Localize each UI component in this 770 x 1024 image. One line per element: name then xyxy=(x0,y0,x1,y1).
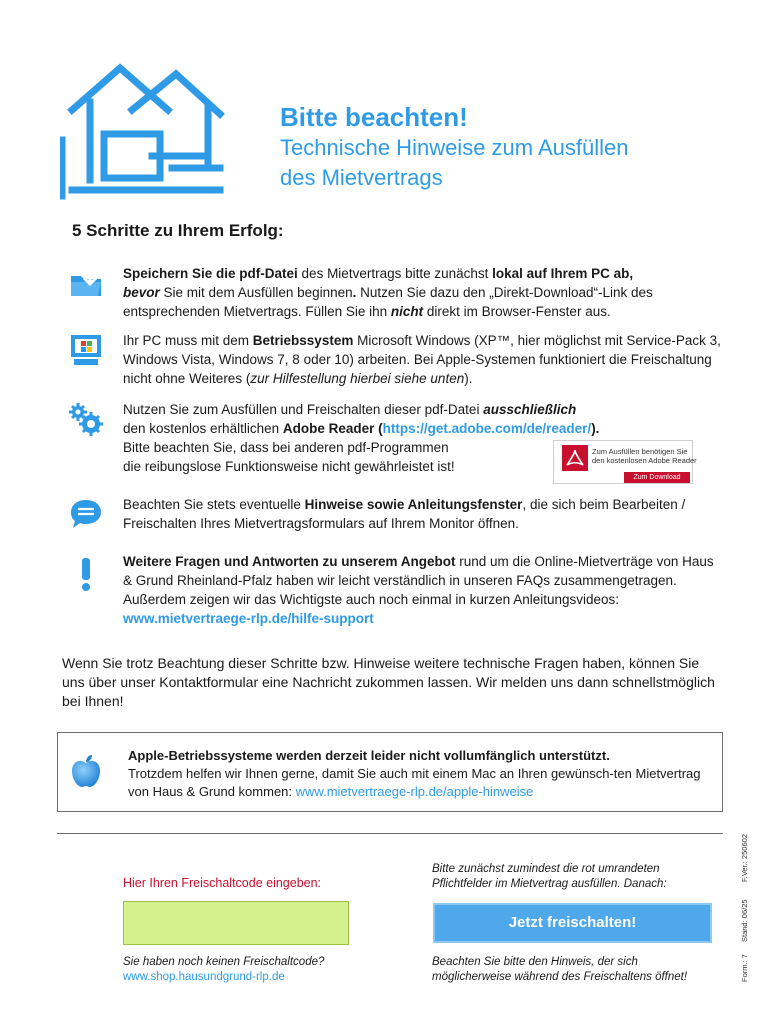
form-stand: Stand: 06/25 xyxy=(740,899,749,942)
step-1-text-1: des Mietvertrags bitte zunächst xyxy=(297,266,493,281)
step-4-bold-1: Hinweise sowie Anleitungsfenster xyxy=(304,497,523,512)
required-fields-note-line-1: Bitte zunächst zumindest die rot umrandeten xyxy=(432,863,660,875)
step-3-bold-2: ). xyxy=(591,421,600,436)
step-2-text-3: ). xyxy=(464,371,473,386)
required-fields-note xyxy=(432,862,667,892)
contact-paragraph: Wenn Sie trotz Beachtung dieser Schritte bzw. Hinweise weitere technische Fragen haben, können Sie uns über unser Kontaktformular eine Nachricht zukommen lassen. Wir melden uns dann schnellstmöglich bei Ihnen! xyxy=(62,655,715,709)
adobe-badge-line-1: Zum Ausfüllen benötigen Sie xyxy=(592,447,688,456)
step-4-text xyxy=(123,495,723,533)
unlock-button[interactable]: Jetzt freischalten! xyxy=(433,903,712,943)
activation-code-input[interactable] xyxy=(123,901,349,945)
apple-icon xyxy=(68,753,104,789)
adobe-symbol-icon xyxy=(562,445,588,471)
page-title: Bitte beachten! xyxy=(280,102,468,132)
step-5-bold-1: Weitere Fragen und Antworten zu unserem Angebot xyxy=(123,554,456,569)
steps-heading: 5 Schritte zu Ihrem Erfolg: xyxy=(72,221,284,240)
step-3-emph-1: ausschließlich xyxy=(483,402,577,417)
page-subtitle: Technische Hinweise zum Ausfüllen des Mietvertrags xyxy=(280,135,629,190)
computer-icon xyxy=(68,332,104,368)
adobe-badge-line-2: den kostenlosen Adobe Reader xyxy=(592,456,697,465)
step-3-text-1: Nutzen Sie zum Ausfüllen und Freischalten dieser pdf-Datei xyxy=(123,402,484,417)
popup-hint-line-1: Beachten Sie bitte den Hinweis, der sich xyxy=(432,956,638,968)
step-2-emph-1: zur Hilfestellung hierbei siehe unten xyxy=(250,371,465,386)
step-4-text-1: Beachten Sie stets eventuelle xyxy=(123,497,305,512)
adobe-download-badge[interactable] xyxy=(553,440,697,484)
required-fields-note-line-2: Pflichtfelder im Mietvertrag ausfüllen. Danach: xyxy=(432,878,667,890)
step-2-text-2: Microsoft Windows (XP™, hier möglichst mit Service-Pack 3, Windows Vista, Windows 7, 8 oder 10) arbeiten. Bei Apple-Systemen funktioniert die Freischaltung nicht ohne Weiteres ( xyxy=(123,333,721,386)
step-2-bold-1: Betriebssystem xyxy=(252,333,354,348)
form-number: Form.: 7 xyxy=(740,954,749,982)
step-1-text-4: direkt im Browser-Fenster aus. xyxy=(423,304,611,319)
step-5-text xyxy=(123,552,723,628)
apple-notice-text xyxy=(128,747,718,801)
step-1-text-3: Nutzen Sie dazu den „Direkt-Download“-Link des entsprechenden Mietvertrags. Füllen Sie ihn xyxy=(123,285,653,319)
step-2-text xyxy=(123,331,723,388)
form-version: F.Ver.: 250602 xyxy=(740,834,749,882)
step-1-emph-1: bevor xyxy=(123,285,160,300)
step-1-bold-1: Speichern Sie die pdf-Datei xyxy=(123,266,298,281)
gears-icon xyxy=(68,402,104,438)
adobe-logo-icon xyxy=(562,445,588,471)
step-3-text-4: die reibungslose Funktionsweise nicht gewährleistet ist! xyxy=(123,459,455,474)
shop-link[interactable]: www.shop.hausundgrund-rlp.de xyxy=(123,971,285,983)
adobe-reader-link[interactable]: https://get.adobe.com/de/reader/ xyxy=(382,421,592,436)
step-4-text-2: , die sich beim Bearbeiten / Freischalten Ihres Mietvertragsformulars auf Ihrem Monitor öffnen. xyxy=(123,497,686,531)
step-1-bold-2: lokal auf Ihrem PC ab, xyxy=(492,266,634,281)
step-2-text-1: Ihr PC muss mit dem xyxy=(123,333,253,348)
help-support-link[interactable]: www.mietvertraege-rlp.de/hilfe-support xyxy=(123,611,374,626)
step-1-text xyxy=(123,264,723,321)
popup-hint-line-2: möglicherweise während des Freischaltens öffnet! xyxy=(432,971,688,983)
popup-hint-note xyxy=(432,955,687,985)
section-divider xyxy=(57,833,723,834)
code-input-label: Hier Ihren Freischaltcode eingeben: xyxy=(123,876,322,890)
apple-notice-body: Trotzdem helfen wir Ihnen gerne, damit Sie auch mit einem Mac an Ihren gewünsch-ten Mietvertrag von Haus & Grund kommen: xyxy=(128,766,701,799)
step-1-emph-2: nicht xyxy=(390,304,424,319)
step-1-text-2: Sie mit dem Ausfüllen beginnen xyxy=(159,285,353,300)
step-3-text-2: den kostenlos erhältlichen xyxy=(123,421,283,436)
speech-bubble-icon xyxy=(68,496,104,532)
apple-notice-bold: Apple-Betriebssysteme werden derzeit leider nicht vollumfänglich unterstützt. xyxy=(128,748,610,763)
apple-notice-box xyxy=(57,732,723,812)
step-1-bold-3: . xyxy=(352,285,357,300)
exclamation-icon xyxy=(68,556,104,592)
no-code-hint: Sie haben noch keinen Freischaltcode? xyxy=(123,956,325,968)
step-3-bold-1: Adobe Reader ( xyxy=(282,421,383,436)
step-5-text-1: rund um die Online-Mietverträge von Haus & Grund Rheinland-Pfalz haben wir leicht verständlich in unseren FAQs zusammengetragen. Außerdem zeigen wir das Wichtigste auch noch einmal in kurzen Anleitungsvideos: xyxy=(123,554,714,607)
save-folder-icon xyxy=(68,264,104,300)
house-logo xyxy=(60,62,230,200)
adobe-download-button[interactable]: Zum Download xyxy=(624,472,690,483)
apple-help-link[interactable]: www.mietvertraege-rlp.de/apple-hinweise xyxy=(295,784,534,799)
step-3-text-3: Bitte beachten Sie, dass bei anderen pdf-Programmen xyxy=(123,440,449,455)
